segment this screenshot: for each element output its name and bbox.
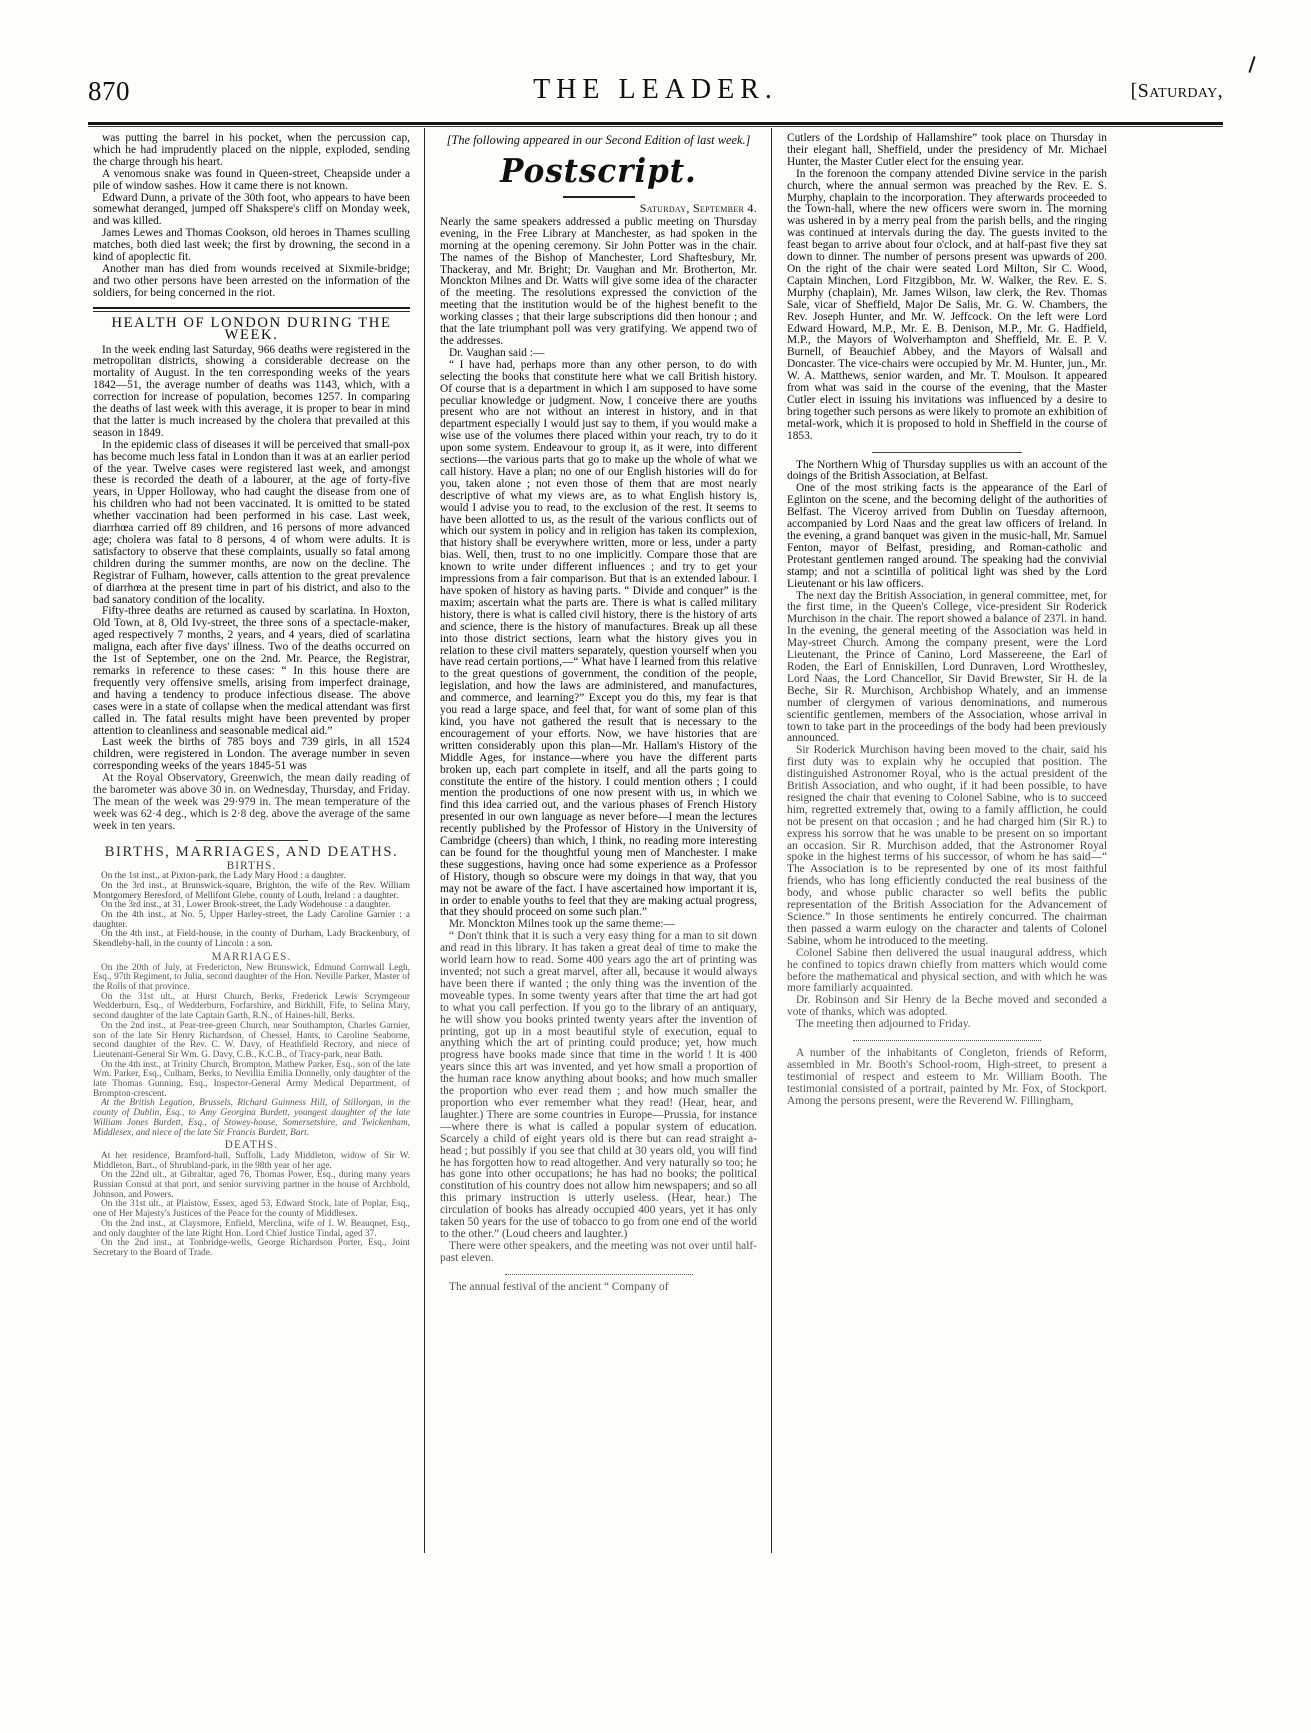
paragraph: Nearly the same speakers addressed a public meeting on Thursday evening, in the Free Library at Manchester, as had spoken in the morning at the opening ceremony. Sir John Potter was in the chair. The names of the Bishop of Manchester, Lord Shaftesbury, Mr. Thackeray, and Mr. Bright; Dr. Vaughan and Mr. Brotherton, Mr. Monckton Milnes and Dr. Watts will give some idea of the character of the meeting. The resolutions expressed the conviction of the meeting that the institution would be of the highest benefit to the working classes ; that their large subscriptions did then honour ; and that the late triumphant poll was very gratifying. We append two of the addresses. bbox=[440, 215, 757, 347]
marriages-heading: MARRIAGES. bbox=[211, 950, 292, 963]
births-block bbox=[93, 859, 410, 950]
paragraph: Colonel Sabine then delivered the usual inaugural address, which he confined to topics drawn chiefly from matters which would come before the mathematical and physical section, and with which he was more familiarly acquainted. bbox=[787, 946, 1107, 995]
section-rule bbox=[853, 1040, 1041, 1041]
paragraph: The annual festival of the ancient “ Company of bbox=[449, 1280, 669, 1293]
list-item: On the 22nd ult., at Gibraltar, aged 76, Thomas Power, Esq., during many years Russian Consul at that port, and senior surviving partner in the house of Archbold, Johnson, and Powers. bbox=[93, 1170, 410, 1200]
list-item: On the 31st ult., at Hurst Church, Berks, Frederick Lewis Scrymgeour Wedderburn, Esq., of Wedderburn, Forfarshire, and Birkhill, Fife, to Selina Mary, second daughter of the late Captain Garth, R.N., of Haines-hill, Berks. bbox=[93, 991, 410, 1022]
paragraph: Dr. Robinson and Sir Henry de la Beche moved and seconded a vote of thanks, which was adopted. bbox=[787, 994, 1107, 1019]
paragraph: Edward Dunn, a private of the 30th foot, who appears to have been somewhat deranged, jumped off Shakspere's cliff on Monday week, and was killed. bbox=[93, 191, 410, 228]
column-2 bbox=[440, 133, 757, 1294]
paragraph: In the epidemic class of diseases it will be perceived that small-pox has become much less fatal in London than it was at an earlier period of the year. Twelve cases were registered last week, and amongst these is recorded the death of a labourer, at the age of forty-five years, in Upper Holloway, who had caught the disease from one of his children who had not been vaccinated. It is omitted to be stated whether vaccination had been performed in his case. Last week, diarrhœa carried off 89 children, and 16 persons of more advanced age; cholera was fatal to 8 persons, 4 of whom were adults. It is satisfactory to observe that these complaints, usually so fatal among children during the summer months, are now on the decline. The Registrar of Fulham, however, calls attention to the great prevalence of diarrhœa at the present time in part of his district, and also to the bad sanatory condition of the locality. bbox=[93, 438, 410, 606]
stray-ink-mark bbox=[1248, 56, 1255, 73]
page-folio-number: 870 bbox=[88, 76, 130, 106]
paragraph: A number of the inhabitants of Congleton, friends of Reform, assembled in Mr. Booth's School-room, High-street, to present a testimonial of respect and esteem to Mr. William Booth. The testimonial consisted of a portrait, painted by Mr. Fox, of Stockport. Among the persons present, were the Reverend W. Fillingham, bbox=[787, 1047, 1107, 1107]
list-item: On the 2nd inst., at Pear-tree-green Church, near Southampton, Charles Garnier, son of the late Sir Henry Richardson, of Chessel, Hants, to Caroline Seaborne, second daughter of the Rev. C. W. Davy, of Heathfield Rectory, and niece of Lieutenant-General Sir Wm. G. Davy, C.B., K.C.B., of Tracy-park, near Bath. bbox=[93, 1020, 410, 1060]
section-rule bbox=[93, 307, 410, 312]
list-item: On the 3rd inst., at Brunswick-square, Brighton, the wife of the Rev. William Montgomery Beresford, of Mellifont Glebe, county of Louth, Ireland : a daughter. bbox=[93, 880, 410, 901]
paragraph: Fifty-three deaths are returned as caused by scarlatina. In Hoxton, Old Town, at 8, Old Ivy-street, the three sons of a spectacle-maker, aged respectively 7 months, 2 years, and 4 years, died of scarlatina maligna, each after five days' illness. Two of the deaths occurred on the 1st of September, one on the 2nd. Mr. Pearce, the Registrar, remarks in reference to these cases: “ In this house there are frequently very offensive smells, arising from imperfect drainage, and having a tendency to produce infectious disease. The above cases were in a state of collapse when the medical attendant was first called in. The fatal results might have been prevented by proper attention to cleanliness and seasonable medical aid.” bbox=[93, 605, 410, 737]
column-1 bbox=[93, 133, 410, 1259]
marriages-block bbox=[93, 950, 410, 1138]
paragraph: In the forenoon the company attended Divine service in the parish church, where the annual sermon was preached by the Rev. E. S. Murphy, chaplain to the incorporation. They afterwards proceeded to the Town-hall, where the new officers were sworn in. The morning was ushered in by a merry peal from the parish bells, and the ringing was continued at intervals during the day. The guests invited to the feast began to arrive about four o'clock, and at half-past five they sat down to dinner. The number of persons present was upwards of 200. On the right of the chair were seated Lord Milton, Sir C. Wood, Captain Minchen, Lord Fitzgibbon, Mr. W. Walker, the Rev. E. S. Murphy (chaplain), Mr. James Wilson, law clerk, the Rev. Thomas Sale, vicar of Sheffield, Major De Salis, Mr. G. W. Chambers, the Rev. Joseph Hunter, and Mr. W. Jeffcock. On the left were Lord Edward Howard, M.P., Mr. E. B. Denison, M.P., Mr. G. Hadfield, M.P., the Mayors of Wolverhampton and Sheffield, Mr. E. P. V. Burnell, of Beauchief Abbey, and the Mayors of Walsall and Doncaster. The vice-chairs were occupied by Mr. M. Hunter, jun., Mr. W. A. Matthews, senior warden, and Mr. T. Moulson. It appeared from what was said in the course of the evening, that the Master Cutler elect in issuing his invitations was influenced by a desire to bring together such persons as were likely to promote an exhibition of metal-work, which it is proposed to hold in Sheffield in the course of 1853. bbox=[787, 167, 1107, 442]
list-item: On the 20th of July, at Fredericton, New Brunswick, Edmund Cornwall Legh, Esq., 97th Regiment, to Julia, second daughter of the Hon. Neville Parker, Master of the Rolls of that province. bbox=[93, 962, 410, 992]
column-3 bbox=[787, 133, 1107, 1108]
section-rule bbox=[872, 452, 1022, 453]
paragraph: Mr. Monckton Milnes took up the same theme:— bbox=[449, 918, 675, 931]
list-item: At the British Legation, Brussels, Richard Guinness Hill, of Stillorgan, in the county of Dublin, Esq., to Amy Georgina Burdett, youngest daughter of the late William Jones Burdett, Esq., of Stowey-house, Somersetshire, and Twickenham, Middlesex, and niece of the late Sir Francis Burdett, Bart. bbox=[93, 1098, 410, 1138]
list-item: On the 31st ult., at Plaistow, Essex, aged 53, Edward Stock, late of Poplar, Esq., one of Her Majesty's Justices of the Peace for the county of Middlesex. bbox=[93, 1199, 410, 1220]
paragraph: was putting the barrel in his pocket, when the percussion cap, which he had imprudently placed on the nipple, exploded, sending the charge through his heart. bbox=[93, 132, 410, 168]
list-item: On the 4th inst., at No. 5, Upper Harley-street, the Lady Caroline Garnier : a daughter. bbox=[93, 910, 410, 930]
paragraph: Dr. Vaughan said :— bbox=[449, 346, 545, 359]
paragraph: A venomous snake was found in Queen-street, Cheapside under a pile of window sashes. How it came there is not known. bbox=[93, 167, 410, 192]
list-item: On the 1st inst., at Pixton-park, the Lady Mary Hood : a daughter. bbox=[101, 871, 346, 882]
deaths-block bbox=[93, 1141, 410, 1258]
list-item: On the 2nd inst., at Tonbridge-wells, George Richardson Porter, Esq., Joint Secretary to the Board of Trade. bbox=[93, 1238, 410, 1258]
paragraph: At the Royal Observatory, Greenwich, the mean daily reading of the barometer was above 30 in. on Wednesday, Thursday, and Friday. The mean of the week was 29·979 in. The mean temperature of the week was 62·4 deg., which is 2·8 deg. above the average of the same week in ten years. bbox=[93, 772, 410, 832]
paragraph: Sir Roderick Murchison having been moved to the chair, said his first duty was to explain why he occupied that position. The distinguished Astronomer Royal, who is the actual president of the British Association, and who ought, if it had been possible, to have resigned the chair that evening to Colonel Sabine, who is to succeed him, regretted extremely that, owing to a family affliction, he could not be present on that occasion ; and he had charged him (Sir R.) to express his sorrow that he was unable to be present on so important an occasion. Sir R. Murchison added, that the Astronomer Royal spoke in the highest terms of his successor, of whom he has said—“ The Association is to be represented by one of its most faithful friends, who has long efficiently conducted the real business of the body, and whose public character so well befits the public representation of the British Association for the Advancement of Science.” In those sentiments he entirely concurred. The chairman then passed a warm eulogy on the character and talents of Colonel Sabine, whom he introduced to the meeting. bbox=[787, 744, 1107, 947]
paragraph: The Northern Whig of Thursday supplies us with an account of the doings of the British Association, at Belfast. bbox=[787, 458, 1107, 483]
column-divider-1 bbox=[424, 128, 425, 1553]
paragraph: The meeting then adjourned to Friday. bbox=[796, 1018, 971, 1031]
paragraph: Cutlers of the Lordship of Hallamshire” took place on Thursday in their elegant hall, Sheffield, under the presidency of Mr. Michael Hunter, the Master Cutler elect for the ensuing year. bbox=[787, 132, 1107, 168]
list-item: At her residence, Bramford-hall, Suffolk, Lady Middleton, widow of Sir W. Middleton, Bart., of Shrubland-park, in the 98th year of her age. bbox=[93, 1150, 410, 1171]
births-marriages-deaths-heading: BIRTHS, MARRIAGES, AND DEATHS. bbox=[104, 843, 399, 860]
paragraph: Last week the births of 785 boys and 739 girls, in all 1524 children, were registered in London. The average number in seven corresponding weeks of the years 1845-51 was bbox=[93, 736, 410, 773]
births-heading: BIRTHS. bbox=[226, 859, 277, 872]
list-item: On the 4th inst., at Field-house, in the county of Durham, Lady Brackenbury, of Skendleby-hall, in the county of Lincoln : a son. bbox=[93, 929, 410, 950]
paragraph: In the week ending last Saturday, 966 deaths were registered in the metropolitan districts, showing a considerable decrease on the mortality of August. In the ten corresponding weeks of the years 1842—51, the average number of deaths was 1143, which, with a correction for increase of population, becomes 1257. In comparing the deaths of last week with this average, it is proper to bear in mind that the latter is much increased by the cholera that prevailed at this season in 1849. bbox=[93, 343, 410, 439]
publication-title: THE LEADER. bbox=[533, 74, 778, 105]
paragraph: “ I have had, perhaps more than any other person, to do with selecting the books that constitute here what we call British history. Of course that is a department in which I am supposed to have some peculiar knowledge or judgment. Now, I conceive there are youths present who are not without an interest in history, and in that department especially I would just say to them, if you would make a wise use of the volumes there placed within your reach, try to do it upon some system. Endeavour to group it, as it were, into different sections—the various parts that go to make up the whole of what we call history. Have a plan; no one of our English histories will do for you, taken alone ; not even those of them that are most nearly descriptive of what my views are, as to what English history is, would I advise you to read, to the exclusion of the rest. It seems to have been allotted to us, as the result of the various conflicts out of which our system in policy and in religion has taken its complexion, that history shall be everywhere written, more or less, under a party bias. Well, then, trust to no one implicitly. Compare those that are known to write under different influences ; and try to get your impressions from a fair comparison. But that is an extended labour. I have spoken of history as having parts. “ Divide and conquer” is the maxim; ascertain what the parts are. There is what is called military history, there is what is called civil history, there is the history of arts and science, there is the history of manufactures. Break up all these into those district sections, learn what the history gives you in relation to these civil matters separately, question yourself when you have read certain portions,—“ What have I learned from this relative to the great questions of government, the condition of the people, legislation, and how the laws are administered, and manufactures, and commerce, and learning?” Except you do this, my fear is that you read a large space, and feel that, for want of some plan of this kind, you have not gathered the result that is necessary to the encouragement of your efforts. Now, we have histories that are written considerably upon this plan—Mr. Hallam's History of the Middle Ages, for instance—where you have the different parts broken up, each part complete in itself, and all the parts going to constitute the entire of the history. I could mention others ; I could mention the productions of one now present with us, in which we find this idea carried out, and the various phases of French History presented in our own language as never before—I mean the lectures recently published by the Professor of History in the University of Cambridge (cheers) than which, I think, no reading more interesting can be found for the thoughtful young men of Manchester. I make these suggestions, having once had some experience as a Professor of History, though so obscure were my doings in that way, that you may not be aware of the fact. I have ascertained how important it is, in order to enable youths to feel that they are making actual progress, that they should proceed on some such plan.” bbox=[440, 358, 757, 919]
section-rule bbox=[196, 840, 308, 841]
list-item: On the 3rd inst., at 31, Lower Brook-street, the Lady Wodehouse : a daughter. bbox=[101, 900, 391, 911]
column-divider-2 bbox=[771, 128, 772, 1553]
paragraph: The next day the British Association, in general committee, met, for the first time, in the Queen's College, vice-president Sir Roderick Murchison in the chair. The report showed a balance of 237l. in hand. In the evening, the general meeting of the Association was held in May-street Church. Among the company present, were the Lord Lieutenant, the Prince of Canino, Lord Massereene, the Earl of Roden, the Earl of Enniskillen, Lord Dunraven, Lord Wrotthesley, Lord Naas, the Lord Chancellor, Sir David Brewster, Sir H. de la Beche, Sir R. Murchison, Archbishop Whately, and an immense number of clergymen of various denominations, and numerous scientific gentlemen, members of the Association, whose arrival in town to take part in the proceedings of the body had been previously announced. bbox=[787, 589, 1107, 745]
second-edition-note: [The following appeared in our Second Edition of last week.] bbox=[446, 133, 751, 147]
list-item: On the 2nd inst., at Claysmore, Enfield, Merclina, wife of I. W. Beauqnet, Esq., and only daughter of the late Right Hon. Lord Chief Justice Tindal, aged 37. bbox=[93, 1218, 410, 1239]
paragraph: Another man has died from wounds received at Sixmile-bridge; and two other persons have been arrested on the information of the soldiers, for being concerned in the riot. bbox=[93, 262, 410, 299]
masthead bbox=[88, 72, 1223, 118]
paragraph: There were other speakers, and the meeting was not over until half-past eleven. bbox=[440, 1239, 757, 1264]
deaths-heading: DEATHS. bbox=[224, 1139, 279, 1152]
health-of-london-heading: HEALTH OF LONDON DURING THE WEEK. bbox=[111, 314, 392, 343]
dateline: Saturday, September 4. bbox=[639, 201, 757, 215]
masthead-rule bbox=[88, 122, 1223, 125]
paragraph: One of the most striking facts is the appearance of the Earl of Eglinton on the scene, and the becoming delight of the authorities of Belfast. The Viceroy arrived from Dublin on Tuesday afternoon, accompanied by Lord Naas and the great law officers of Ireland. In the evening, a grand banquet was given in the music-hall, Mr. Samuel Fenton, mayor of Belfast, presiding, and Roman-catholic and Protestant gentlemen ranged around. The speaking had the convivial stamp; and not a scintilla of political light was shed by the Lord Lieutenant or his law officers. bbox=[787, 482, 1107, 590]
list-item: On the 4th inst., at Trinity Church, Brompton, Mathew Parker, Esq., son of the late Wm. Parker, Esq., Culham, Berks, to Nevillia Emilia Donnelly, only daughter of the late Thomas Gunning, Esq., Inspector-General Army Medical Department, of Brompton-crescent. bbox=[93, 1059, 410, 1099]
masthead-dayline: [Saturday, bbox=[1130, 80, 1223, 102]
paragraph: “ Don't think that it is such a very easy thing for a man to sit down and read in this library. It has taken a great deal of time to make the world learn how to read. Some 400 years ago the art of printing was invented; not such a great marvel, after all, because it would always have been there if wanted ; the only thing was the invention of the moveable types. In some twenty years after that time the art had got to what you call perfection. If you go to the library of an antiquary, he will show you books printed twenty years after the invention of printing, got up in a most beautiful style of execution, equal to anything which the art of printing could produce; yet, how much progress have books made since that time in the world ! It is 400 years since this art was invented, and yet how small a proportion of the human race know anything about books; and how much smaller the proportion who ever read them ; and how much smaller the proportion who ever remember what they read! (Hear, hear, and laughter.) There are some countries in Europe—Prussia, for instance—where there is what is called a popular system of education. Scarcely a child of eight years old is there but can read straight a-head ; but possibly if you see that child at 30 years old, you will find he has forgotten how to read altogether. And very naturally so too; he has gone into other occupations; he has had no books; the political constitution of his country does not allow him newspapers; and so all this primary instruction is utterly useless. (Hear, hear.) The circulation of books has already occupied 400 years, yet it has only taken 50 years for the use of tobacco to go from one end of the world to the other.” (Loud cheers and laughter.) bbox=[440, 930, 757, 1240]
postscript-heading: Postscript. bbox=[500, 151, 697, 190]
section-rule bbox=[505, 1274, 693, 1275]
paragraph: James Lewes and Thomas Cookson, old heroes in Thames sculling matches, both died last week; the first by drowning, the second in a kind of apoplectic fit. bbox=[93, 227, 410, 264]
postscript-rule bbox=[563, 196, 635, 198]
